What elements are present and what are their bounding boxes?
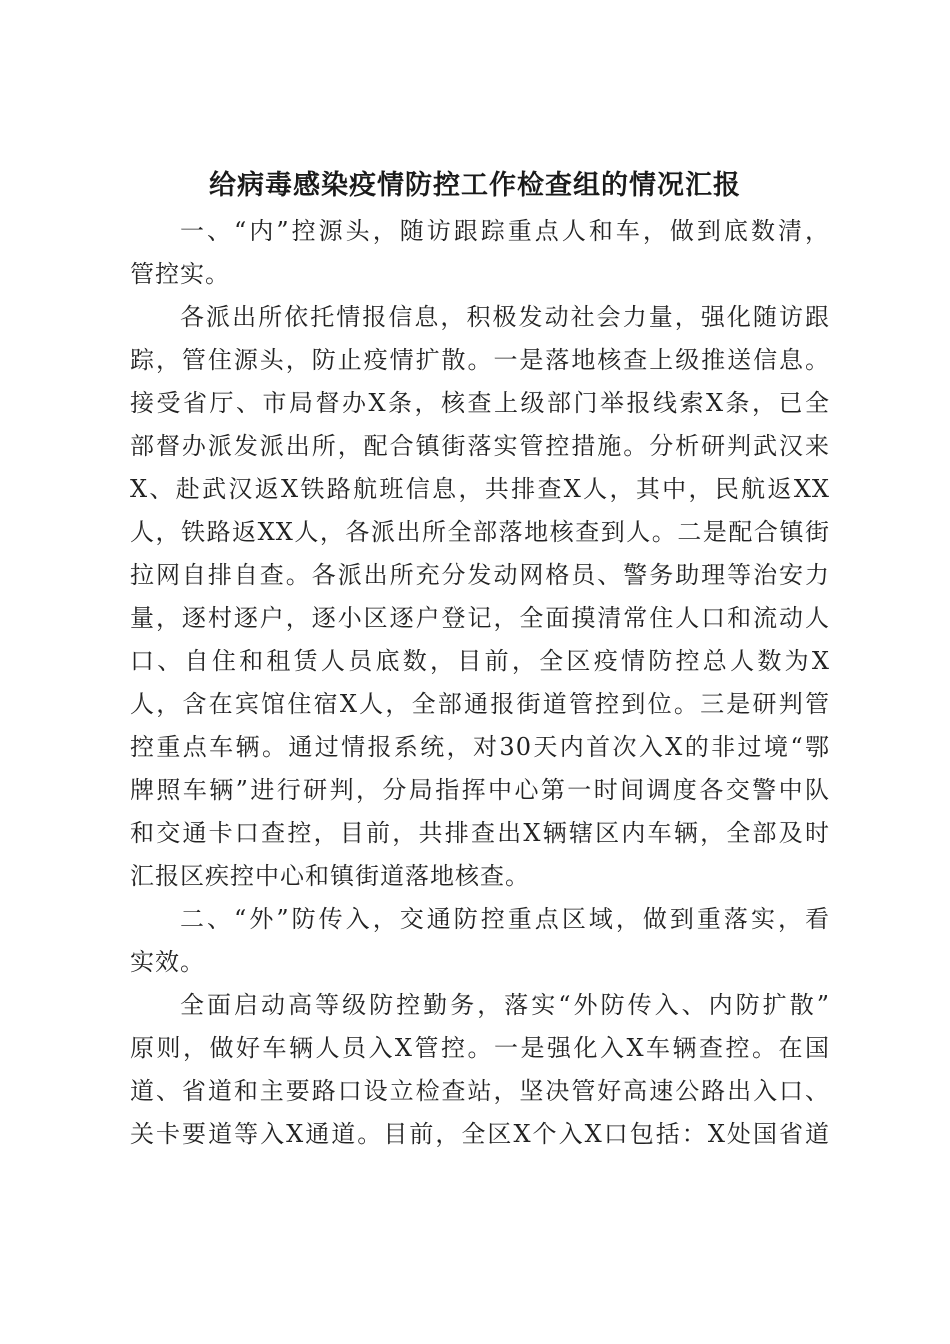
body-line: 各派出所依托情报信息，积极发动社会力量，强化随访跟: [180, 303, 830, 331]
body-line: 牌照车辆”进行研判，分局指挥中心第一时间调度各交警中队: [130, 776, 830, 804]
body-line: 量，逐村逐户，逐小区逐户登记，全面摸清常住人口和流动人: [130, 604, 830, 632]
body-line: 接受省厅、市局督办X条，核查上级部门举报线索X条，已全: [130, 389, 830, 417]
body-line: 全面启动高等级防控勤务，落实“外防传入、内防扩散”: [180, 991, 830, 1019]
body-line: 和交通卡口查控，目前，共排查出X辆辖区内车辆，全部及时: [130, 819, 830, 847]
body-line: 实效。: [130, 948, 205, 976]
body-line: 汇报区疾控中心和镇街道落地核查。: [130, 862, 530, 890]
document-body: [130, 210, 830, 1156]
body-line: 控重点车辆。通过情报系统，对30天内首次入X的非过境“鄂: [130, 733, 830, 761]
body-line: 人，铁路返XX人，各派出所全部落地核查到人。二是配合镇街: [130, 518, 830, 546]
body-line: 道、省道和主要路口设立检查站，坚决管好高速公路出入口、: [130, 1077, 830, 1105]
body-line: 踪，管住源头，防止疫情扩散。一是落地核查上级推送信息。: [130, 346, 830, 374]
body-line: 二、“外”防传入，交通防控重点区域，做到重落实，看: [180, 905, 830, 933]
body-line: 口、自住和租赁人员底数，目前，全区疫情防控总人数为X: [130, 647, 830, 675]
body-line: 拉网自排自查。各派出所充分发动网格员、警务助理等治安力: [130, 561, 830, 589]
body-line: 部督办派发派出所，配合镇街落实管控措施。分析研判武汉来: [130, 432, 830, 460]
body-line: 管控实。: [130, 260, 230, 288]
body-line: 人，含在宾馆住宿X人，全部通报街道管控到位。三是研判管: [130, 690, 830, 718]
body-line: X、赴武汉返X铁路航班信息，共排查X人，其中，民航返XX: [130, 475, 830, 503]
document-title: 给病毒感染疫情防控工作检查组的情况汇报: [209, 170, 741, 201]
body-line: 关卡要道等入X通道。目前，全区X个入X口包括：X处国省道: [130, 1120, 830, 1148]
body-line: 原则，做好车辆人员入X管控。一是强化入X车辆查控。在国: [130, 1034, 830, 1062]
body-line: 一、“内”控源头，随访跟踪重点人和车，做到底数清，: [180, 217, 830, 245]
